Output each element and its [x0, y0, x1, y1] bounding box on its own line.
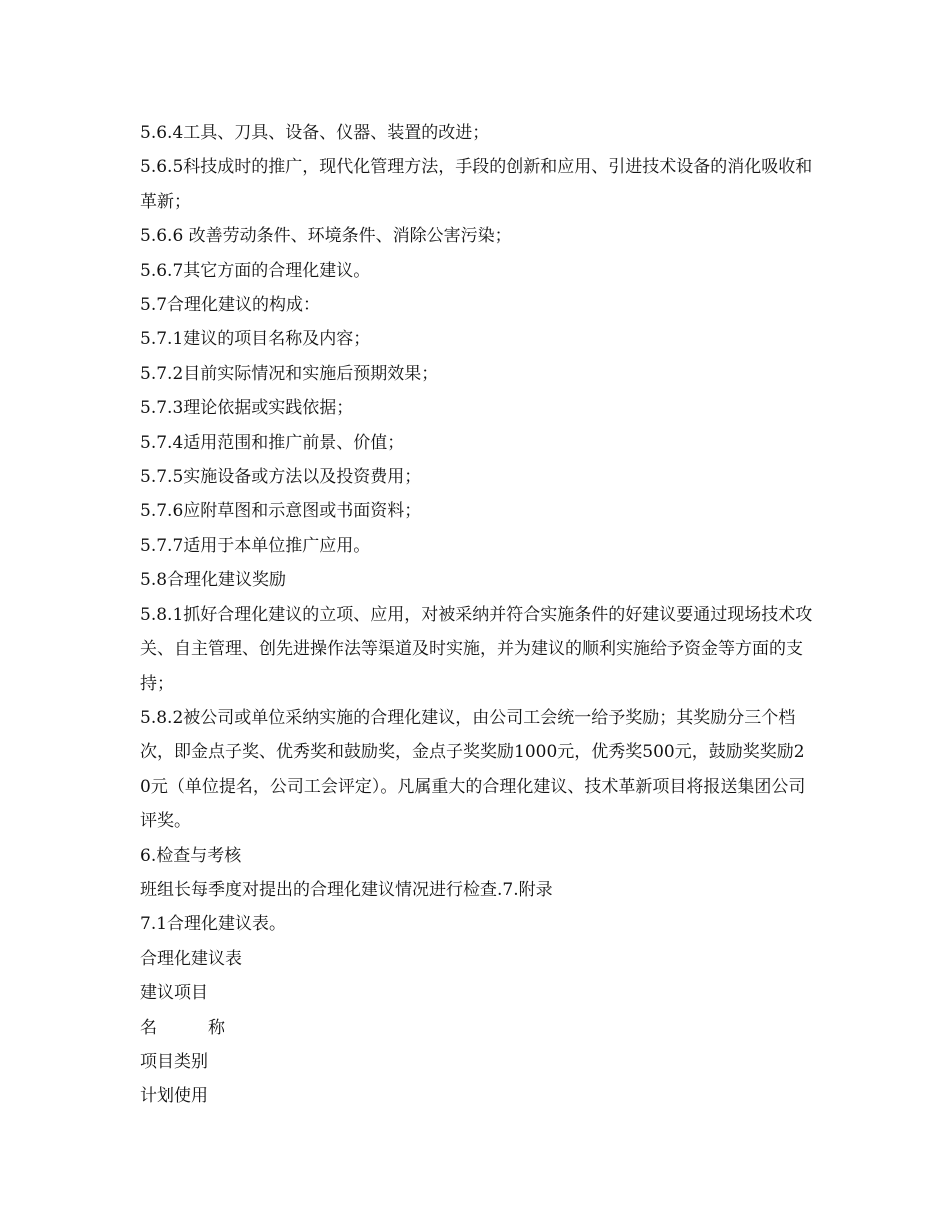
document-body — [140, 116, 815, 1114]
section-heading-6: 6.检查与考核 — [140, 845, 242, 866]
text-paragraph-5-8-1: 5.8.1抓好合理化建议的立项、应用，对被采纳并符合实施条件的好建议要通过现场技术攻关、自主管理、创先进操作法等渠道及时实施，并为建议的顺利实施给予资金等方面的支持； — [140, 604, 813, 694]
text-line-5-6-4: 5.6.4工具、刀具、设备、仪器、装置的改进； — [140, 123, 490, 143]
section-heading-5-7: 5.7合理化建议的构成： — [140, 295, 321, 316]
text-line-5-7-4: 5.7.4适用范围和推广前景、价值； — [140, 432, 405, 453]
text-line-5-7-1: 5.7.1建议的项目名称及内容； — [140, 329, 371, 350]
form-field-label-planned-use: 计划使用 — [140, 1086, 208, 1107]
text-line-5-6-7: 5.6.7其它方面的合理化建议。 — [140, 260, 371, 281]
form-field-label-name: 名 称 — [140, 1017, 225, 1038]
text-line-7-1: 7.1合理化建议表。 — [140, 914, 287, 935]
form-field-label-project: 建议项目 — [140, 983, 208, 1004]
text-line-5-7-5: 5.7.5实施设备或方法以及投资费用； — [140, 467, 422, 488]
form-field-label-category: 项目类别 — [140, 1051, 208, 1072]
text-line-5-6-6: 5.6.6 改善劳动条件、环境条件、消除公害污染； — [140, 226, 512, 247]
form-title: 合理化建议表 — [140, 948, 242, 969]
text-line-5-7-6: 5.7.6应附草图和示意图或书面资料； — [140, 501, 422, 522]
text-line-5-7-7: 5.7.7适用于本单位推广应用。 — [140, 535, 371, 556]
section-heading-5-8: 5.8合理化建议奖励 — [140, 570, 287, 591]
text-line-5-7-2: 5.7.2目前实际情况和实施后预期效果； — [140, 363, 439, 384]
text-line-inspection: 班组长每季度对提出的合理化建议情况进行检查.7.附录 — [140, 879, 553, 900]
text-line-5-6-5: 5.6.5科技成时的推广，现代化管理方法，手段的创新和应用、引进技术设备的消化吸收和革新； — [140, 157, 813, 212]
text-paragraph-5-8-2: 5.8.2被公司或单位采纳实施的合理化建议，由公司工会统一给予奖励；其奖励分三个档次，即金点子奖、优秀奖和鼓励奖，金点子奖奖励1000元，优秀奖500元，鼓励奖奖励20元（单位提名，公司工会评定）。凡属重大的合理化建议、技术革新项目将报送集团公司评奖。 — [140, 707, 806, 832]
text-line-5-7-3: 5.7.3理论依据或实践依据； — [140, 398, 354, 419]
